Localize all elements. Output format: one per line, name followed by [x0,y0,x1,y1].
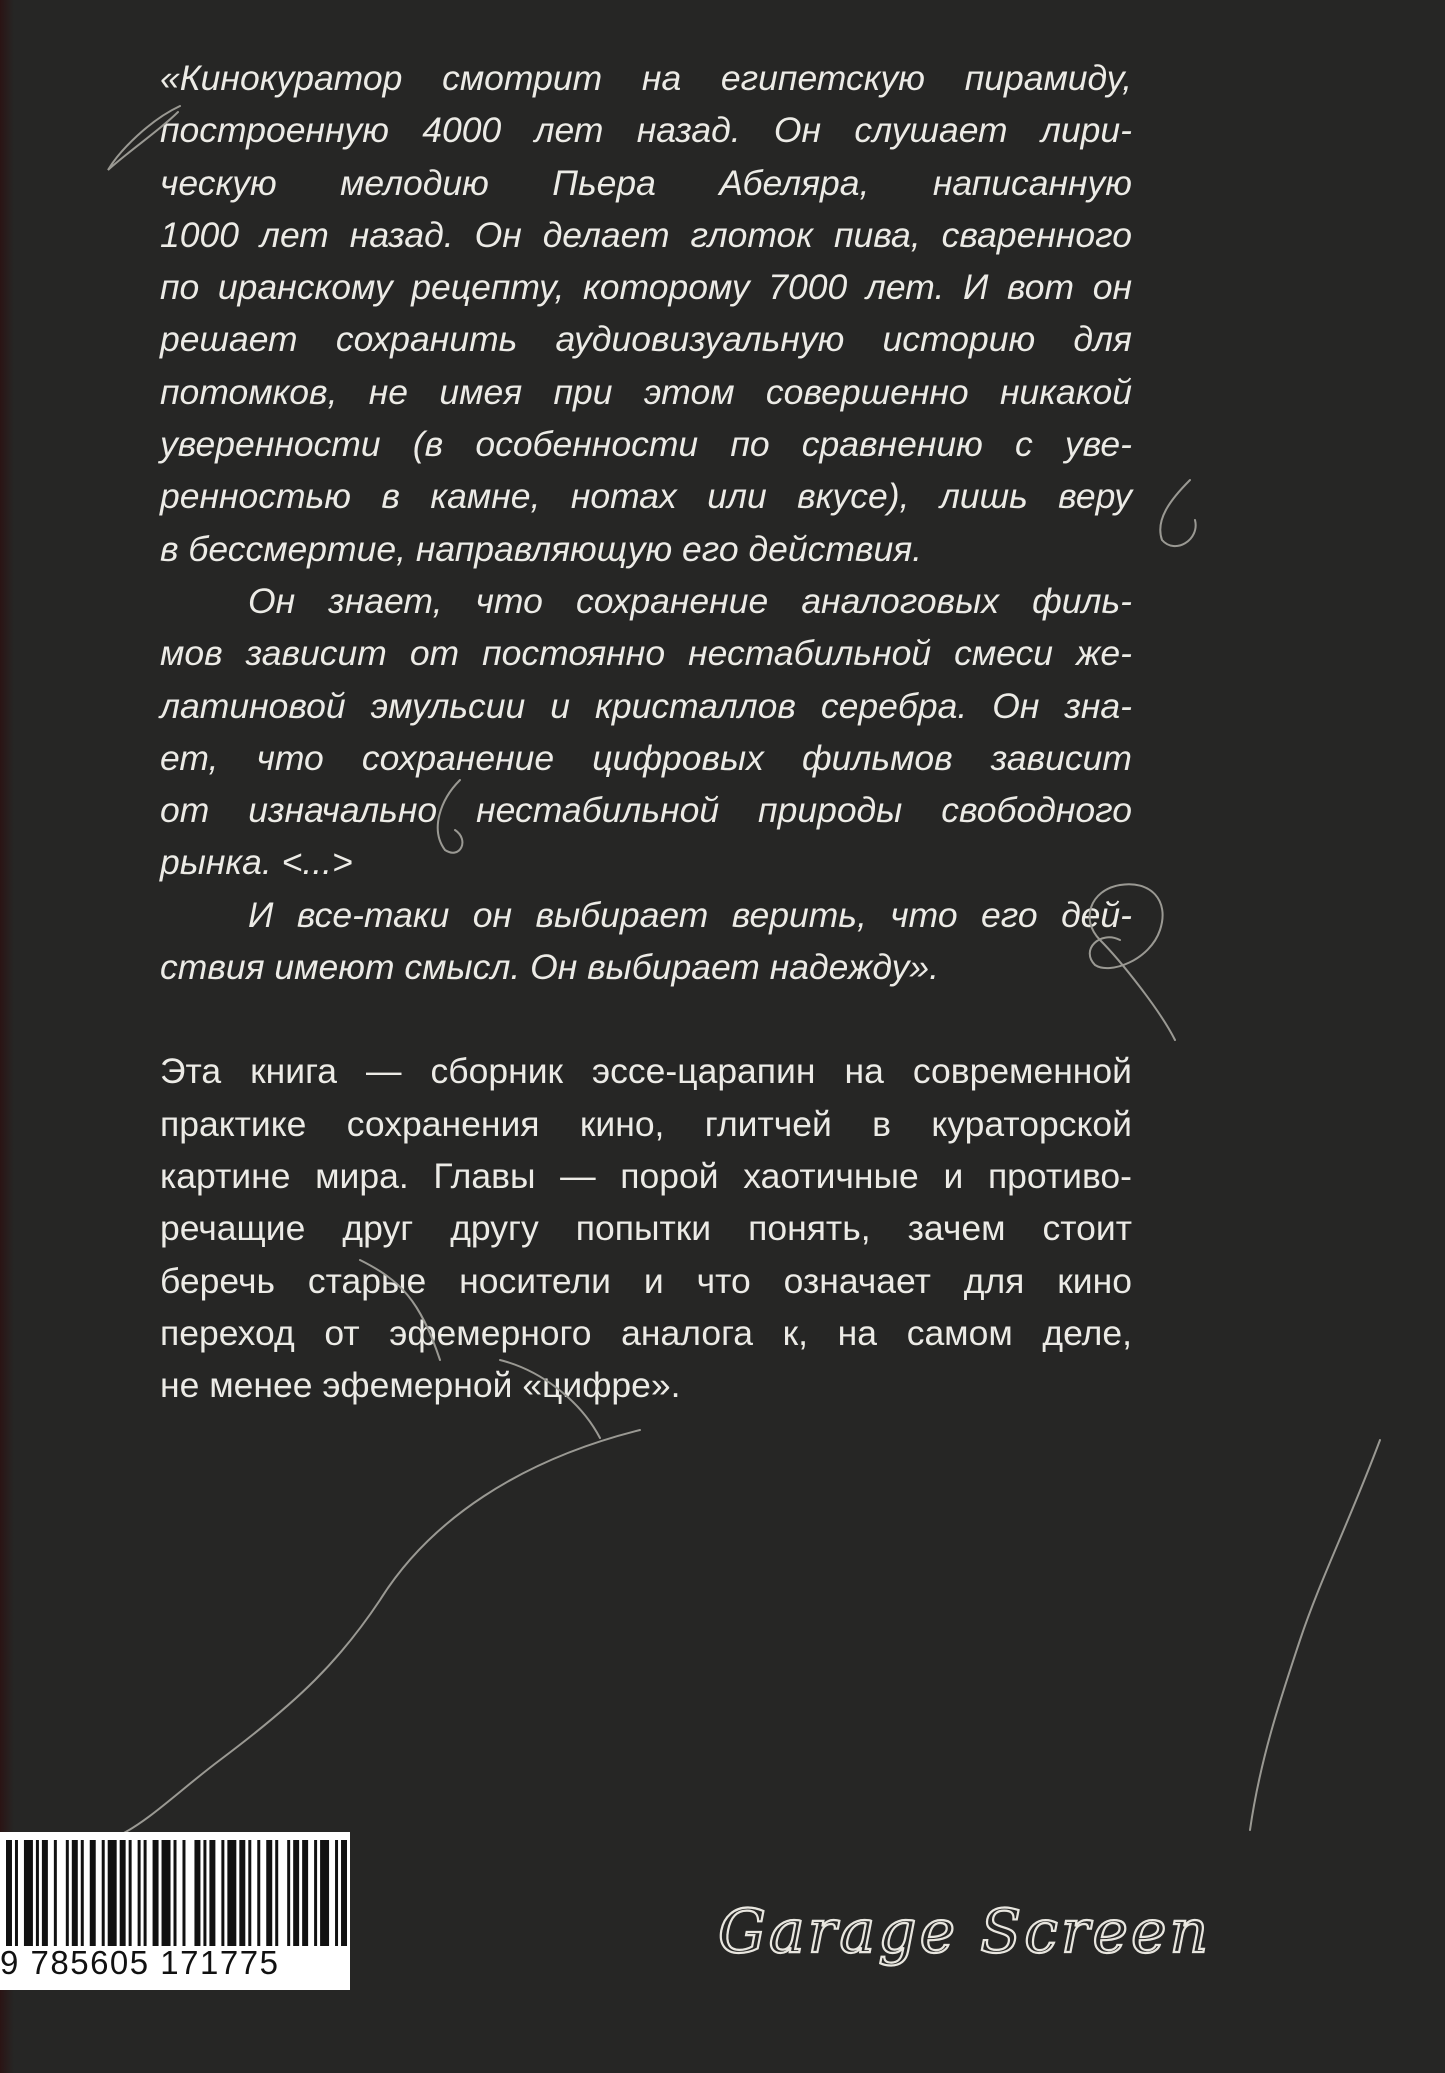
quote [160,52,1132,993]
barcode-bar [266,1840,272,1946]
barcode-bar [248,1840,251,1946]
barcode-bar [129,1840,132,1946]
barcode-bar [320,1840,329,1946]
quote-line: по иранскому рецепту, которому 7000 лет. И вот он [160,267,1132,308]
quote-line: мов зависит от постоянно нестабильной смеси же- [160,633,1132,674]
barcode-bar [287,1840,290,1946]
barcode-bar [42,1840,48,1946]
publisher-logo [712,1878,1212,1988]
barcode-bar [209,1840,215,1946]
quote-line: ренностью в камне, нотах или вкусе), лишь веру [160,476,1132,517]
book-description [160,1045,1132,1411]
quote-line: ет, что сохранение цифровых фильмов зависит [160,737,1132,778]
barcode-bar [257,1840,260,1946]
quote-line: решает сохранить аудиовизуальную историю для [160,319,1132,360]
quote-line: в бессмертие, направляющую его действия. [160,528,923,569]
barcode-bar [6,1840,12,1946]
barcode-bar [36,1840,39,1946]
barcode-bar [239,1840,245,1946]
quote-line: построенную 4000 лет назад. Он слушает лири- [160,110,1132,151]
barcode-number: 9 785605 171775 [0,1944,280,1981]
barcode-bar [144,1840,147,1946]
barcode-bar [120,1840,126,1946]
quote-line: латиновой эмульсии и кристаллов серебра. Он зна- [160,685,1132,726]
quote-line: Он знает, что сохранение аналоговых филь- [248,580,1132,621]
description-line: картине мира. Главы — порой хаотичные и противо- [160,1155,1132,1196]
barcode-bar [302,1840,308,1946]
cover-edge [0,0,14,2073]
quote-line: ствия имеют смысл. Он выбирает надежду». [160,947,939,988]
barcode-bar [24,1840,33,1946]
quote-line: потомков, не имея при этом совершенно никакой [160,371,1132,412]
publisher-logo-text: Garage Screen [718,1897,1212,1967]
barcode-bar [275,1840,278,1946]
barcode-bar [335,1840,338,1946]
paragraph-gap [160,993,1132,1045]
barcode-bar [90,1840,96,1946]
barcode-bar [314,1840,317,1946]
barcode-bar [174,1840,177,1946]
barcode-bar [162,1840,171,1946]
quote-line: уверенности (в особенности по сравнению с уве- [160,424,1132,465]
description-line: Эта книга — сборник эссе-царапин на современной [160,1051,1132,1092]
barcode-bar [203,1840,206,1946]
barcode-bar [221,1840,224,1946]
description-line: практике сохранения кино, глитчей в кураторской [160,1103,1132,1144]
barcode-bar [227,1840,236,1946]
barcode-bar [66,1840,69,1946]
barcode-bar [15,1840,18,1946]
barcode-bar [341,1840,347,1946]
barcode-bar [72,1840,78,1946]
quote-line: ческую мелодию Пьера Абеляра, написанную [160,162,1132,203]
description-line: речащие друг другу попытки понять, зачем стоит [160,1208,1132,1249]
barcode-bar [153,1840,159,1946]
barcode-bar [138,1840,141,1946]
barcode-bar [81,1840,84,1946]
barcode-bar [194,1840,200,1946]
description-line: беречь старые носители и что означает для кино [160,1260,1132,1301]
barcode-bar [182,1840,185,1946]
quote-line: 1000 лет назад. Он делает глоток пива, сваренного [160,214,1132,255]
barcode [0,1832,350,1990]
barcode-bar [102,1840,105,1946]
quote-line: «Кинокуратор смотрит на египетскую пирамиду, [160,58,1132,98]
description-line: не менее эфемерной «цифре». [160,1365,681,1406]
barcode-bars [6,1840,350,1946]
barcode-bar [293,1840,299,1946]
quote-line: от изначально нестабильной природы свободного [160,790,1132,831]
description-line: переход от эфемерного аналога к, на самом деле, [160,1312,1132,1353]
barcode-bar [108,1840,117,1946]
quote-line: рынка. <...> [160,842,353,883]
cover-text [160,52,1132,1411]
barcode-bar [54,1840,57,1946]
quote-line: И все-таки он выбирает верить, что его дей- [248,894,1132,935]
